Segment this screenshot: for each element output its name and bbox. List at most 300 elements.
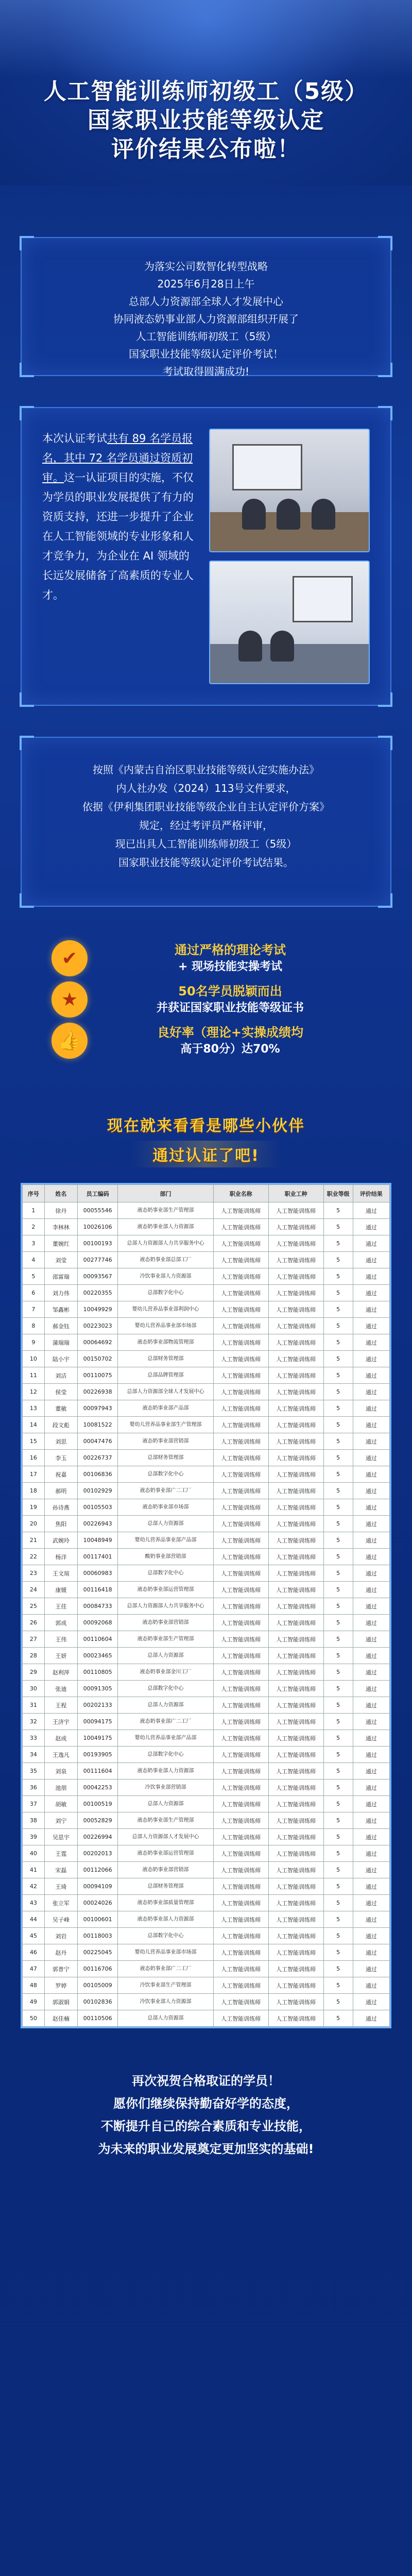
table-cell: 通过 — [353, 1928, 389, 1944]
table-cell: 刘宁 — [44, 1812, 77, 1829]
table-cell: 总部人力资源部人力共享服务中心 — [118, 1235, 213, 1252]
table-cell: 5 — [323, 1202, 353, 1219]
table-cell: 5 — [323, 1961, 353, 1977]
title-line: 评价结果公布啦！ — [111, 136, 301, 162]
table-cell: 11 — [23, 1367, 45, 1384]
table-cell: 人工智能训练师 — [268, 1285, 323, 1301]
table-cell: 27 — [23, 1631, 45, 1648]
feature-line2: + 现场技能实操考试 — [178, 960, 283, 973]
table-cell: 00100601 — [77, 1911, 117, 1928]
table-cell: 4 — [23, 1252, 45, 1268]
table-cell: 5 — [323, 1895, 353, 1911]
table-cell: 液态奶事业部总部工厂 — [118, 1252, 213, 1268]
table-cell: 通过 — [353, 1895, 389, 1911]
table-cell: 人工智能训练师 — [213, 1301, 268, 1318]
table-cell: 00202013 — [77, 1845, 117, 1862]
table-cell: 邵富瑞 — [44, 1268, 77, 1285]
table-cell: 通过 — [353, 1384, 389, 1400]
table-cell: 5 — [323, 1796, 353, 1812]
table-cell: 通过 — [353, 2010, 389, 2027]
feature-line1: 50名学员脱颖而出 — [178, 984, 282, 998]
table-cell: 5 — [323, 1532, 353, 1549]
table-cell: 人工智能训练师 — [268, 1483, 323, 1499]
table-cell: 2 — [23, 1219, 45, 1235]
feature-text — [100, 982, 360, 1016]
table-cell: 酸奶事业部营销部 — [118, 1549, 213, 1565]
table-cell: 5 — [323, 1829, 353, 1845]
table-cell: 人工智能训练师 — [268, 1400, 323, 1417]
table-cell: 00118003 — [77, 1928, 117, 1944]
table-cell: 00193905 — [77, 1747, 117, 1763]
table-cell: 段文彪 — [44, 1417, 77, 1433]
table-cell: 液态奶事业部营销部 — [118, 1615, 213, 1631]
table-cell: 00110805 — [77, 1664, 117, 1681]
table-cell: 00116706 — [77, 1961, 117, 1977]
table-cell: 总部财务管理部 — [118, 1351, 213, 1367]
table-cell: 人工智能训练师 — [268, 1433, 323, 1450]
table-cell: 人工智能训练师 — [213, 1664, 268, 1681]
table-cell: 5 — [323, 1334, 353, 1351]
table-header-cell: 职业名称 — [213, 1185, 268, 1202]
table-cell: 00105503 — [77, 1499, 117, 1516]
table-cell: 5 — [323, 1417, 353, 1433]
table-cell: 总部数字化中心 — [118, 1466, 213, 1483]
table-cell: 13 — [23, 1400, 45, 1417]
table-cell: 液态奶事业部金川工厂 — [118, 1664, 213, 1681]
table-cell: 人工智能训练师 — [213, 1878, 268, 1895]
table-row — [23, 1532, 390, 1549]
table-cell: 通过 — [353, 1829, 389, 1845]
table-row — [23, 1268, 390, 1285]
table-cell: 00277746 — [77, 1252, 117, 1268]
table-cell: 00100193 — [77, 1235, 117, 1252]
table-row — [23, 1301, 390, 1318]
table-cell: 12 — [23, 1384, 45, 1400]
feature-line2: 高于80分）达70% — [180, 1043, 280, 1056]
table-cell: 人工智能训练师 — [213, 1400, 268, 1417]
table-cell: 通过 — [353, 1780, 389, 1796]
photo-column — [209, 429, 370, 684]
table-cell: 通过 — [353, 1285, 389, 1301]
table-cell: 通过 — [353, 1598, 389, 1615]
policy-line: 国家职业技能等级认定评价考试结果。 — [118, 856, 294, 869]
intro-line: 考试取得圆满成功! — [162, 365, 250, 378]
table-cell: 人工智能训练师 — [213, 1944, 268, 1961]
table-cell: 5 — [323, 1483, 353, 1499]
table-cell: 液态奶事业部人力资源部 — [118, 1763, 213, 1780]
table-cell: 人工智能训练师 — [213, 1351, 268, 1367]
table-cell: 通过 — [353, 1499, 389, 1516]
table-cell: 26 — [23, 1615, 45, 1631]
frame-corner — [20, 692, 34, 707]
table-cell: 液态奶事业部运营管理部 — [118, 1582, 213, 1598]
table-cell: 王逸凡 — [44, 1747, 77, 1763]
table-cell: 人工智能训练师 — [268, 1334, 323, 1351]
table-cell: 通过 — [353, 1268, 389, 1285]
table-row — [23, 1582, 390, 1598]
table-cell: 通过 — [353, 1565, 389, 1582]
policy-line: 内人社办发（2024）113号文件要求， — [116, 782, 296, 794]
table-cell: 30 — [23, 1681, 45, 1697]
table-cell: 罗婷 — [44, 1977, 77, 1994]
table-cell: 10026106 — [77, 1219, 117, 1235]
table-cell: 人工智能训练师 — [213, 1466, 268, 1483]
table-cell: 5 — [323, 1301, 353, 1318]
table-cell: 人工智能训练师 — [268, 1796, 323, 1812]
table-cell: 00060983 — [77, 1565, 117, 1582]
frame-corner — [20, 363, 34, 377]
person-silhouette — [277, 499, 300, 530]
table-cell: 人工智能训练师 — [268, 1565, 323, 1582]
table-cell: 王文瑄 — [44, 1565, 77, 1582]
table-cell: 00094109 — [77, 1878, 117, 1895]
table-cell: 00064692 — [77, 1334, 117, 1351]
table-row — [23, 1219, 390, 1235]
table-cell: 00023465 — [77, 1648, 117, 1664]
table-cell: 5 — [323, 1681, 353, 1697]
table-cell: 人工智能训练师 — [213, 1235, 268, 1252]
table-cell: 10081522 — [77, 1417, 117, 1433]
table-cell: 陆小宇 — [44, 1351, 77, 1367]
table-cell: 人工智能训练师 — [213, 1268, 268, 1285]
table-cell: 人工智能训练师 — [213, 1615, 268, 1631]
table-cell: 婴幼儿营养品事业部产品部 — [118, 1730, 213, 1747]
person-silhouette — [312, 499, 335, 530]
table-cell: 总部品牌管理部 — [118, 1367, 213, 1384]
table-cell: 人工智能训练师 — [213, 1961, 268, 1977]
table-cell: 人工智能训练师 — [268, 1911, 323, 1928]
table-row — [23, 1730, 390, 1747]
table-cell: 5 — [323, 1499, 353, 1516]
table-row — [23, 1598, 390, 1615]
table-cell: 人工智能训练师 — [213, 1796, 268, 1812]
exam-room-photo — [209, 429, 370, 552]
table-cell: 人工智能训练师 — [213, 1598, 268, 1615]
table-cell: 总部数字化中心 — [118, 1928, 213, 1944]
table-cell: 董敏 — [44, 1400, 77, 1417]
table-cell: 郝明 — [44, 1483, 77, 1499]
table-cell: 25 — [23, 1598, 45, 1615]
table-cell: 人工智能训练师 — [268, 1977, 323, 1994]
closing-line: 愿你们继续保持勤奋好学的态度， — [113, 2096, 299, 2111]
table-cell: 人工智能训练师 — [213, 1450, 268, 1466]
table-cell: 通过 — [353, 1301, 389, 1318]
person-silhouette — [242, 499, 266, 530]
table-cell: 人工智能训练师 — [213, 1714, 268, 1730]
table-cell: 5 — [323, 1367, 353, 1384]
table-cell: 液态奶事业部广二工厂 — [118, 1483, 213, 1499]
table-cell: 00097943 — [77, 1400, 117, 1417]
table-cell: 总部人力资源部人才发展中心 — [118, 1829, 213, 1845]
policy-line: 规定，经过考评员严格评审， — [139, 819, 273, 832]
results-table — [22, 1184, 390, 2027]
table-row — [23, 1351, 390, 1367]
table-cell: 总部人力资源部 — [118, 1697, 213, 1714]
table-cell: 人工智能训练师 — [213, 1433, 268, 1450]
table-header-cell: 序号 — [23, 1185, 45, 1202]
table-cell: 6 — [23, 1285, 45, 1301]
frame-corner — [378, 736, 392, 750]
intro-line: 人工智能训练师初级工（5级） — [135, 330, 277, 343]
table-row — [23, 1994, 390, 2010]
feature-text — [100, 941, 360, 975]
table-cell: 人工智能训练师 — [268, 1845, 323, 1862]
exam-practice-photo — [209, 561, 370, 684]
table-cell: 45 — [23, 1928, 45, 1944]
table-header-cell: 姓名 — [44, 1185, 77, 1202]
table-cell: 41 — [23, 1862, 45, 1878]
table-cell: 徐丹 — [44, 1202, 77, 1219]
table-cell: 5 — [323, 1285, 353, 1301]
table-cell: 总部数字化中心 — [118, 1681, 213, 1697]
table-cell: 9 — [23, 1334, 45, 1351]
table-cell: 人工智能训练师 — [268, 1697, 323, 1714]
table-cell: 刘莹 — [44, 1252, 77, 1268]
feature-item — [52, 1023, 360, 1059]
table-cell: 5 — [323, 1862, 353, 1878]
table-cell: 5 — [323, 1730, 353, 1747]
table-cell: 通过 — [353, 1433, 389, 1450]
table-cell: 人工智能训练师 — [213, 1565, 268, 1582]
table-row — [23, 1812, 390, 1829]
table-header-cell: 员工编码 — [77, 1185, 117, 1202]
table-row — [23, 1384, 390, 1400]
table-cell: 人工智能训练师 — [268, 1829, 323, 1845]
feature-line1: 通过严格的理论考试 — [175, 943, 286, 957]
table-cell: 总部人力资源部人力共享服务中心 — [118, 1598, 213, 1615]
table-cell: 赵丹 — [44, 1944, 77, 1961]
intro-line: 协同液态奶事业部人力资源部组织开展了 — [113, 313, 299, 325]
table-cell: 5 — [323, 1631, 353, 1648]
table-cell: 李林林 — [44, 1219, 77, 1235]
list-banner — [0, 1113, 412, 1167]
projector-screen — [232, 444, 302, 490]
table-row — [23, 1763, 390, 1780]
table-cell: 总部人力资源部 — [118, 1648, 213, 1664]
table-cell: 00091305 — [77, 1681, 117, 1697]
table-row — [23, 1252, 390, 1268]
table-cell: 婴幼儿营养品事业部利润中心 — [118, 1301, 213, 1318]
table-cell: 00202133 — [77, 1697, 117, 1714]
table-cell: 人工智能训练师 — [213, 1928, 268, 1944]
table-cell: 人工智能训练师 — [268, 1367, 323, 1384]
table-cell: 人工智能训练师 — [213, 1697, 268, 1714]
table-cell: 5 — [323, 1318, 353, 1334]
table-cell: 16 — [23, 1450, 45, 1466]
closing-line: 再次祝贺合格取证的学员！ — [132, 2074, 280, 2088]
table-cell: 人工智能训练师 — [213, 1681, 268, 1697]
table-cell: 21 — [23, 1532, 45, 1549]
table-cell: 液态奶事业部质量管理部 — [118, 1895, 213, 1911]
table-cell: 人工智能训练师 — [268, 1202, 323, 1219]
table-cell: 人工智能训练师 — [268, 1763, 323, 1780]
table-cell: 5 — [323, 1615, 353, 1631]
table-cell: 液态奶事业部市场部 — [118, 1499, 213, 1516]
table-cell: 5 — [323, 1351, 353, 1367]
person-silhouette — [238, 631, 262, 662]
table-cell: 人工智能训练师 — [268, 1499, 323, 1516]
table-cell: 张立军 — [44, 1895, 77, 1911]
table-cell: 28 — [23, 1648, 45, 1664]
table-cell: 赵利萍 — [44, 1664, 77, 1681]
table-cell: 人工智能训练师 — [213, 1202, 268, 1219]
table-cell: 人工智能训练师 — [213, 1417, 268, 1433]
table-row — [23, 1714, 390, 1730]
table-header-cell: 职业工种 — [268, 1185, 323, 1202]
person-silhouette — [270, 631, 294, 662]
frame-corner — [20, 406, 34, 420]
table-row — [23, 1648, 390, 1664]
table-cell: 王佳 — [44, 1598, 77, 1615]
table-row — [23, 1565, 390, 1582]
table-cell: 49 — [23, 1994, 45, 2010]
table-cell: 人工智能训练师 — [213, 1582, 268, 1598]
table-cell: 5 — [323, 1219, 353, 1235]
table-cell: 人工智能训练师 — [268, 1301, 323, 1318]
table-cell: 液态奶事业部广二工厂 — [118, 1714, 213, 1730]
table-cell: 人工智能训练师 — [268, 1631, 323, 1648]
table-cell: 人工智能训练师 — [268, 1450, 323, 1466]
table-cell: 通过 — [353, 1944, 389, 1961]
table-cell: 00105009 — [77, 1977, 117, 1994]
table-cell: 人工智能训练师 — [213, 1384, 268, 1400]
table-cell: 10 — [23, 1351, 45, 1367]
table-row — [23, 1862, 390, 1878]
table-cell: 通过 — [353, 1318, 389, 1334]
table-cell: 17 — [23, 1466, 45, 1483]
table-cell: 人工智能训练师 — [213, 1730, 268, 1747]
table-cell: 通过 — [353, 1714, 389, 1730]
table-cell: 人工智能训练师 — [213, 1862, 268, 1878]
table-cell: 人工智能训练师 — [268, 1252, 323, 1268]
table-cell: 34 — [23, 1747, 45, 1763]
table-cell: 通过 — [353, 1796, 389, 1812]
table-cell: 47 — [23, 1961, 45, 1977]
monitor-screen — [293, 576, 353, 622]
table-cell: 郭普宁 — [44, 1961, 77, 1977]
table-cell: 总部人力资源部全球人才发展中心 — [118, 1384, 213, 1400]
table-cell: 5 — [323, 1845, 353, 1862]
table-cell: 人工智能训练师 — [268, 1780, 323, 1796]
table-row — [23, 1911, 390, 1928]
table-cell: 19 — [23, 1499, 45, 1516]
table-cell: 通过 — [353, 1351, 389, 1367]
table-cell: 通过 — [353, 1219, 389, 1235]
policy-panel — [21, 737, 391, 907]
table-cell: 人工智能训练师 — [213, 1549, 268, 1565]
table-cell: 通过 — [353, 1977, 389, 1994]
table-cell: 张迪 — [44, 1681, 77, 1697]
table-cell: 15 — [23, 1433, 45, 1450]
table-cell: 冷饮事业部人力资源部 — [118, 1994, 213, 2010]
table-cell: 吴思宇 — [44, 1829, 77, 1845]
table-row — [23, 1961, 390, 1977]
table-cell: 5 — [323, 1911, 353, 1928]
table-cell: 王伟 — [44, 1631, 77, 1648]
table-cell: 蒲瑞瑞 — [44, 1334, 77, 1351]
table-cell: 冷饮事业部生产管理部 — [118, 1977, 213, 1994]
table-cell: 人工智能训练师 — [268, 1615, 323, 1631]
table-cell: 5 — [323, 1450, 353, 1466]
table-row — [23, 1829, 390, 1845]
table-cell: 00047476 — [77, 1433, 117, 1450]
table-cell: 杨洋 — [44, 1549, 77, 1565]
table-cell: 5 — [323, 1466, 353, 1483]
policy-line: 现已出具人工智能训练师初级工（5级） — [115, 838, 297, 850]
table-cell: 液态奶事业部广二工厂 — [118, 1961, 213, 1977]
table-cell: 液态奶事业部人力资源部 — [118, 1911, 213, 1928]
table-cell: 通过 — [353, 1648, 389, 1664]
table-cell: 人工智能训练师 — [213, 1977, 268, 1994]
table-cell: 通过 — [353, 1747, 389, 1763]
table-cell: 液态奶事业部营销部 — [118, 1433, 213, 1450]
table-row — [23, 1697, 390, 1714]
table-cell: 人工智能训练师 — [268, 1878, 323, 1895]
table-cell: 00094175 — [77, 1714, 117, 1730]
table-cell: 人工智能训练师 — [268, 1582, 323, 1598]
frame-corner — [378, 692, 392, 707]
table-cell: 人工智能训练师 — [268, 1681, 323, 1697]
table-row — [23, 1334, 390, 1351]
table-row — [23, 1450, 390, 1466]
table-cell: 00112066 — [77, 1862, 117, 1878]
table-cell: 刘思 — [44, 1433, 77, 1450]
table-cell: 46 — [23, 1944, 45, 1961]
table-cell: 液态奶事业部生产管理部 — [118, 1631, 213, 1648]
page-title — [0, 77, 412, 164]
table-cell: 18 — [23, 1483, 45, 1499]
table-cell: 人工智能训练师 — [268, 1714, 323, 1730]
table-cell: 人工智能训练师 — [213, 1318, 268, 1334]
frame-corner — [378, 893, 392, 908]
closing-line: 为未来的职业发展奠定更加坚实的基础! — [98, 2142, 314, 2156]
frame-corner — [20, 893, 34, 908]
table-cell: 婴幼儿营养品事业部市场部 — [118, 1944, 213, 1961]
table-cell: 00110075 — [77, 1367, 117, 1384]
table-cell: 00226737 — [77, 1450, 117, 1466]
table-cell: 1 — [23, 1202, 45, 1219]
table-cell: 38 — [23, 1812, 45, 1829]
table-cell: 00102929 — [77, 1483, 117, 1499]
table-cell: 00093567 — [77, 1268, 117, 1285]
table-cell: 20 — [23, 1516, 45, 1532]
table-cell: 人工智能训练师 — [213, 1812, 268, 1829]
table-cell: 人工智能训练师 — [268, 1351, 323, 1367]
table-cell: 王霆 — [44, 1845, 77, 1862]
table-cell: 刘泉 — [44, 1763, 77, 1780]
table-cell: 总部数字化中心 — [118, 1747, 213, 1763]
table-cell: 郭成 — [44, 1615, 77, 1631]
medal-icon: ★ — [52, 981, 88, 1018]
table-cell: 人工智能训练师 — [268, 1961, 323, 1977]
hero-glow — [0, 0, 412, 77]
table-cell: 00226943 — [77, 1516, 117, 1532]
table-row — [23, 1466, 390, 1483]
table-cell: 郝金钰 — [44, 1318, 77, 1334]
table-cell: 5 — [323, 1598, 353, 1615]
table-cell: 5 — [323, 1994, 353, 2010]
table-cell: 00084733 — [77, 1598, 117, 1615]
table-cell: 通过 — [353, 1681, 389, 1697]
table-cell: 人工智能训练师 — [213, 1911, 268, 1928]
table-row — [23, 1318, 390, 1334]
title-line: 国家职业技能等级认定 — [88, 107, 324, 133]
table-cell: 邹鑫彬 — [44, 1301, 77, 1318]
document-check-icon: ✔ — [52, 940, 88, 976]
table-cell: 人工智能训练师 — [268, 1318, 323, 1334]
closing-line: 不断提升自己的综合素质和专业技能， — [101, 2119, 311, 2133]
table-cell: 通过 — [353, 1450, 389, 1466]
